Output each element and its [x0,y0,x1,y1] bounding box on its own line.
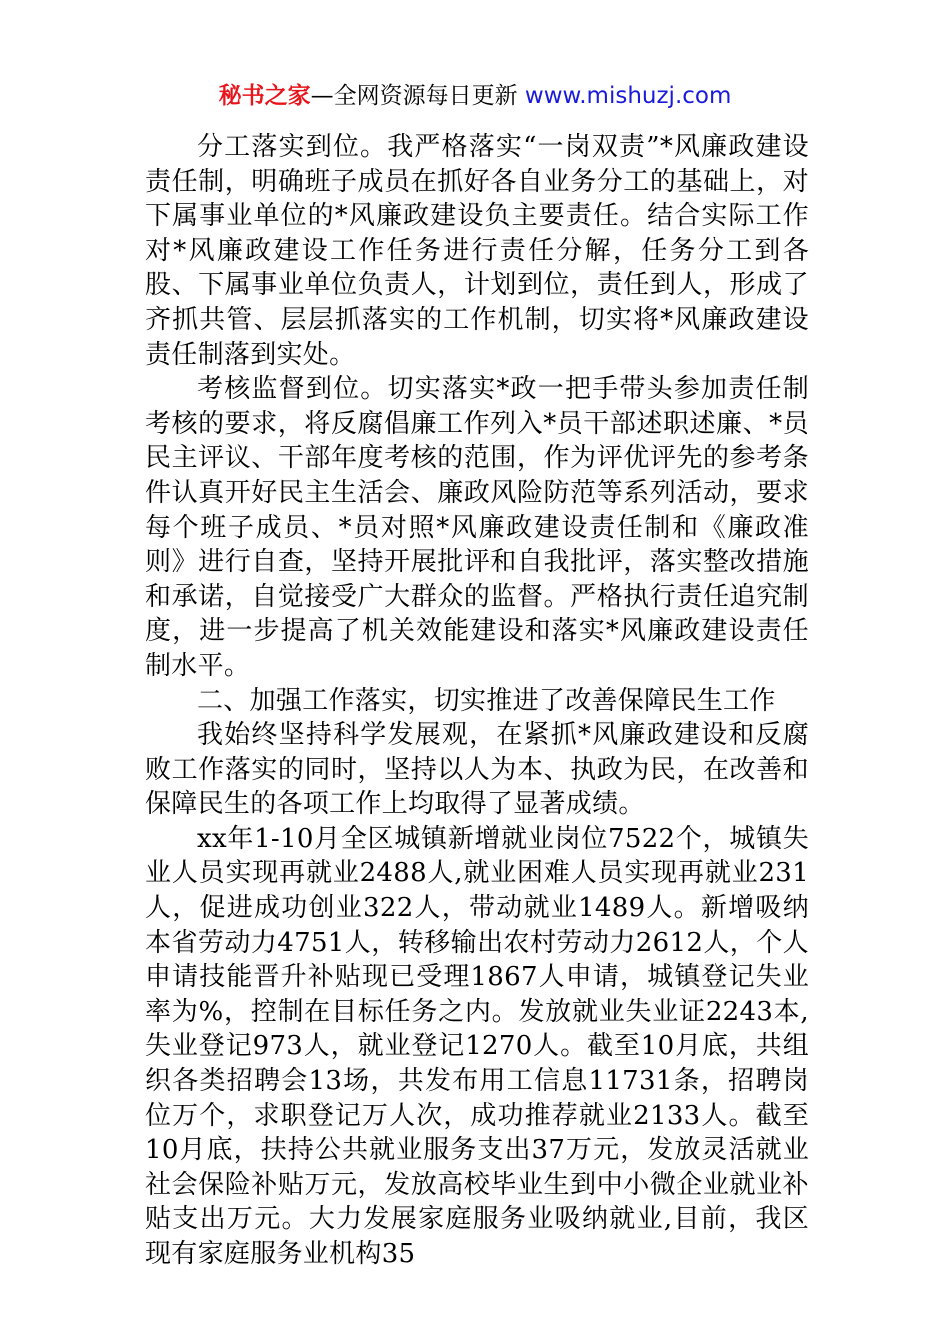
section-heading-livelihood: 二、加强工作落实，切实推进了改善保障民生工作 [197,685,776,716]
header-tagline: —全网资源每日更新 [310,83,525,109]
paragraph-scientific-development: 我始终坚持科学发展观，在紧抓*风廉政建设和反腐败工作落实的同时，坚持以人为本、执政为民，在改善和保障民生的各项工作上均取得了显著成绩。 [145,720,809,820]
site-url-link[interactable]: www.mishuzj.com [524,83,732,109]
paragraph-employment-statistics: xx年1-10月全区城镇新增就业岗位7522个，城镇失业人员实现再就业2488人,就业困难人员实现再就业231人，促进成功创业322人，带动就业1489人。新增吸纳本省劳动力4751人，转移输出农村劳动力2612人，个人申请技能晋升补贴现已受理1867人申请，城镇登记失业率为%，控制在目标任务之内。发放就业失业证2243本,失业登记973人，就业登记1270人。截至10月底，共组织各类招聘会13场，共发布用工信息11731条，招聘岗位万个，求职登记万人次，成功推荐就业2133人。截至10月底，扶持公共就业服务支出37万元，发放灵活就业社会保险补贴万元，发放高校毕业生到中小微企业就业补贴支出万元。大力发展家庭服务业吸纳就业,目前，我区现有家庭服务业机构35 [145,823,809,1269]
site-header [0,80,950,112]
paragraph-division-of-duties: 分工落实到位。我严格落实“一岗双责”*风廉政建设责任制，明确班子成员在抓好各自业务分工的基础上，对下属事业单位的*风廉政建设负主要责任。结合实际工作对*风廉政建设工作任务进行责任分解，任务分工到各股、下属事业单位负责人，计划到位，责任到人，形成了齐抓共管、层层抓落实的工作机制，切实将*风廉政建设责任制落到实处。 [145,132,809,370]
paragraph-assessment-supervision: 考核监督到位。切实落实*政一把手带头参加责任制考核的要求，将反腐倡廉工作列入*员干部述职述廉、*员民主评议、干部年度考核的范围，作为评优评先的参考条件认真开好民主生活会、廉政风险防范等系列活动，要求每个班子成员、*员对照*风廉政建设责任制和《廉政准则》进行自查，坚持开展批评和自我批评，落实整改措施和承诺，自觉接受广大群众的监督。严格执行责任追究制度，进一步提高了机关效能建设和落实*风廉政建设责任制水平。 [145,374,809,681]
document-body [145,130,809,1272]
brand-name: 秘书之家 [218,83,311,109]
